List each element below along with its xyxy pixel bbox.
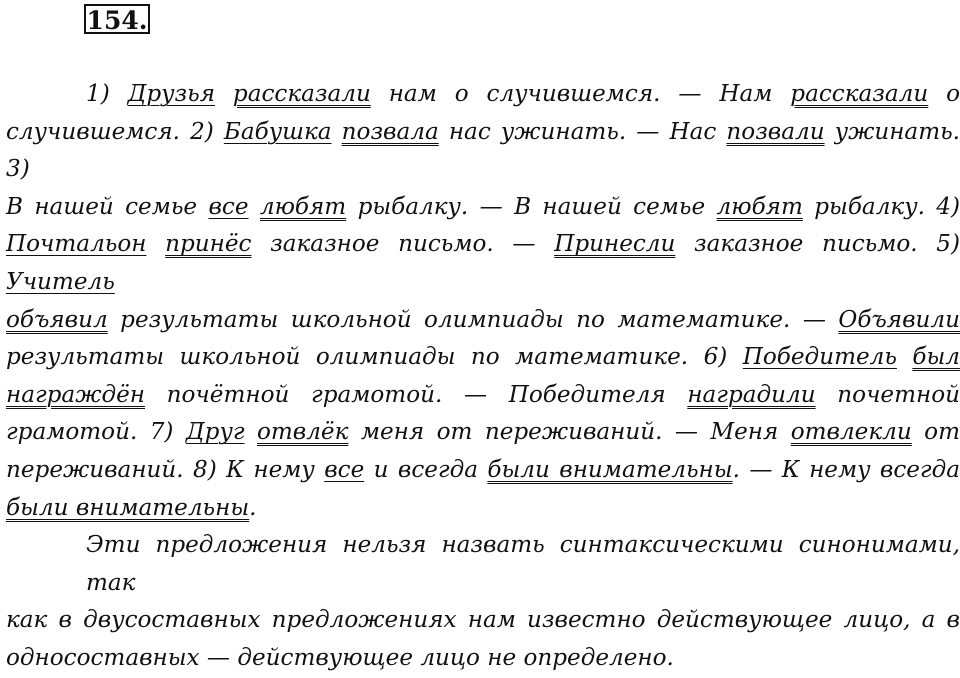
conclusion-paragraph: [6, 527, 960, 677]
predicate-word: были внимательны: [6, 494, 250, 521]
text-segment: грамотой. 7): [6, 419, 186, 446]
text-segment: [215, 81, 233, 107]
conclusion-line: Эти предложения нельзя назвать синтаксическими синонимами, так: [86, 532, 960, 596]
predicate-word: принёс: [165, 231, 252, 258]
text-line: [6, 490, 960, 528]
text-segment: [245, 419, 257, 445]
predicate-word: отвлёк: [256, 419, 349, 446]
text-segment: В нашей семье: [6, 193, 209, 220]
subject-word: Почтальон: [6, 231, 147, 258]
subject-word: все: [324, 456, 365, 483]
conclusion-line: как в двусоставных предложениях нам известно действующее лицо, а в: [6, 607, 960, 634]
subject-word: Друг: [185, 419, 245, 446]
conclusion-line: односоставных — действующее лицо не определено.: [6, 644, 674, 671]
subject-word: Бабушка: [223, 118, 332, 145]
predicate-word: позвали: [726, 118, 825, 145]
text-segment: рыбалку. — В нашей семье: [346, 193, 717, 220]
predicate-word: Принесли: [554, 231, 676, 258]
text-line: [6, 414, 960, 452]
text-segment: от: [911, 419, 960, 446]
text-segment: случившемся. 2): [6, 118, 224, 145]
answer-paragraph: [6, 76, 960, 527]
text-segment: [332, 119, 342, 145]
predicate-word: объявил: [6, 306, 108, 333]
text-segment: нам о случившемся. — Нам: [370, 81, 791, 107]
predicate-word: были внимательны: [487, 456, 733, 483]
text-segment: [249, 194, 260, 220]
text-line: [6, 189, 960, 227]
text-segment: заказное письмо. 5): [675, 231, 960, 258]
predicate-word: рассказали: [232, 81, 371, 107]
exercise-text: [6, 76, 960, 678]
text-segment: нас ужинать. — Нас: [438, 118, 727, 145]
text-line: [6, 76, 960, 114]
text-segment: о: [928, 81, 960, 107]
text-segment: результаты школьной олимпиады по математике. 6): [6, 344, 743, 371]
text-segment: . — К нему всегда: [732, 456, 960, 483]
predicate-word: позвала: [341, 118, 439, 145]
text-segment: ужинать. 3): [6, 118, 960, 183]
predicate-word: отвлекли: [790, 419, 912, 446]
predicate-word: рассказали: [790, 81, 929, 107]
predicate-word: наградили: [687, 381, 816, 408]
subject-word: Учитель: [6, 268, 115, 295]
text-line: [6, 226, 960, 301]
predicate-word: любят: [259, 193, 347, 220]
predicate-word: был: [912, 344, 960, 371]
text-line: [6, 339, 960, 377]
text-segment: результаты школьной олимпиады по математике. —: [107, 306, 839, 333]
text-segment: почетной: [815, 381, 960, 408]
text-segment: почётной грамотой. — Победителя: [144, 381, 688, 408]
predicate-word: Объявили: [838, 306, 960, 333]
text-line: [6, 302, 960, 340]
text-segment: заказное письмо. —: [251, 231, 555, 258]
text-line: [6, 452, 960, 490]
subject-word: Друзья: [127, 81, 216, 107]
text-segment: [146, 231, 165, 257]
text-line: [6, 114, 960, 189]
text-line: [6, 377, 960, 415]
subject-word: Победитель: [742, 344, 897, 371]
text-segment: и всегда: [364, 456, 488, 483]
text-segment: 1): [86, 81, 128, 107]
predicate-word: награждён: [6, 381, 145, 408]
exercise-number: 154.: [84, 4, 150, 34]
text-segment: меня от переживаний. — Меня: [348, 419, 791, 446]
text-segment: рыбалку. 4): [802, 193, 960, 220]
text-segment: .: [249, 494, 257, 521]
predicate-word: любят: [716, 193, 803, 220]
text-segment: [897, 344, 912, 370]
subject-word: все: [208, 193, 249, 220]
text-segment: переживаний. 8) К нему: [6, 456, 325, 483]
